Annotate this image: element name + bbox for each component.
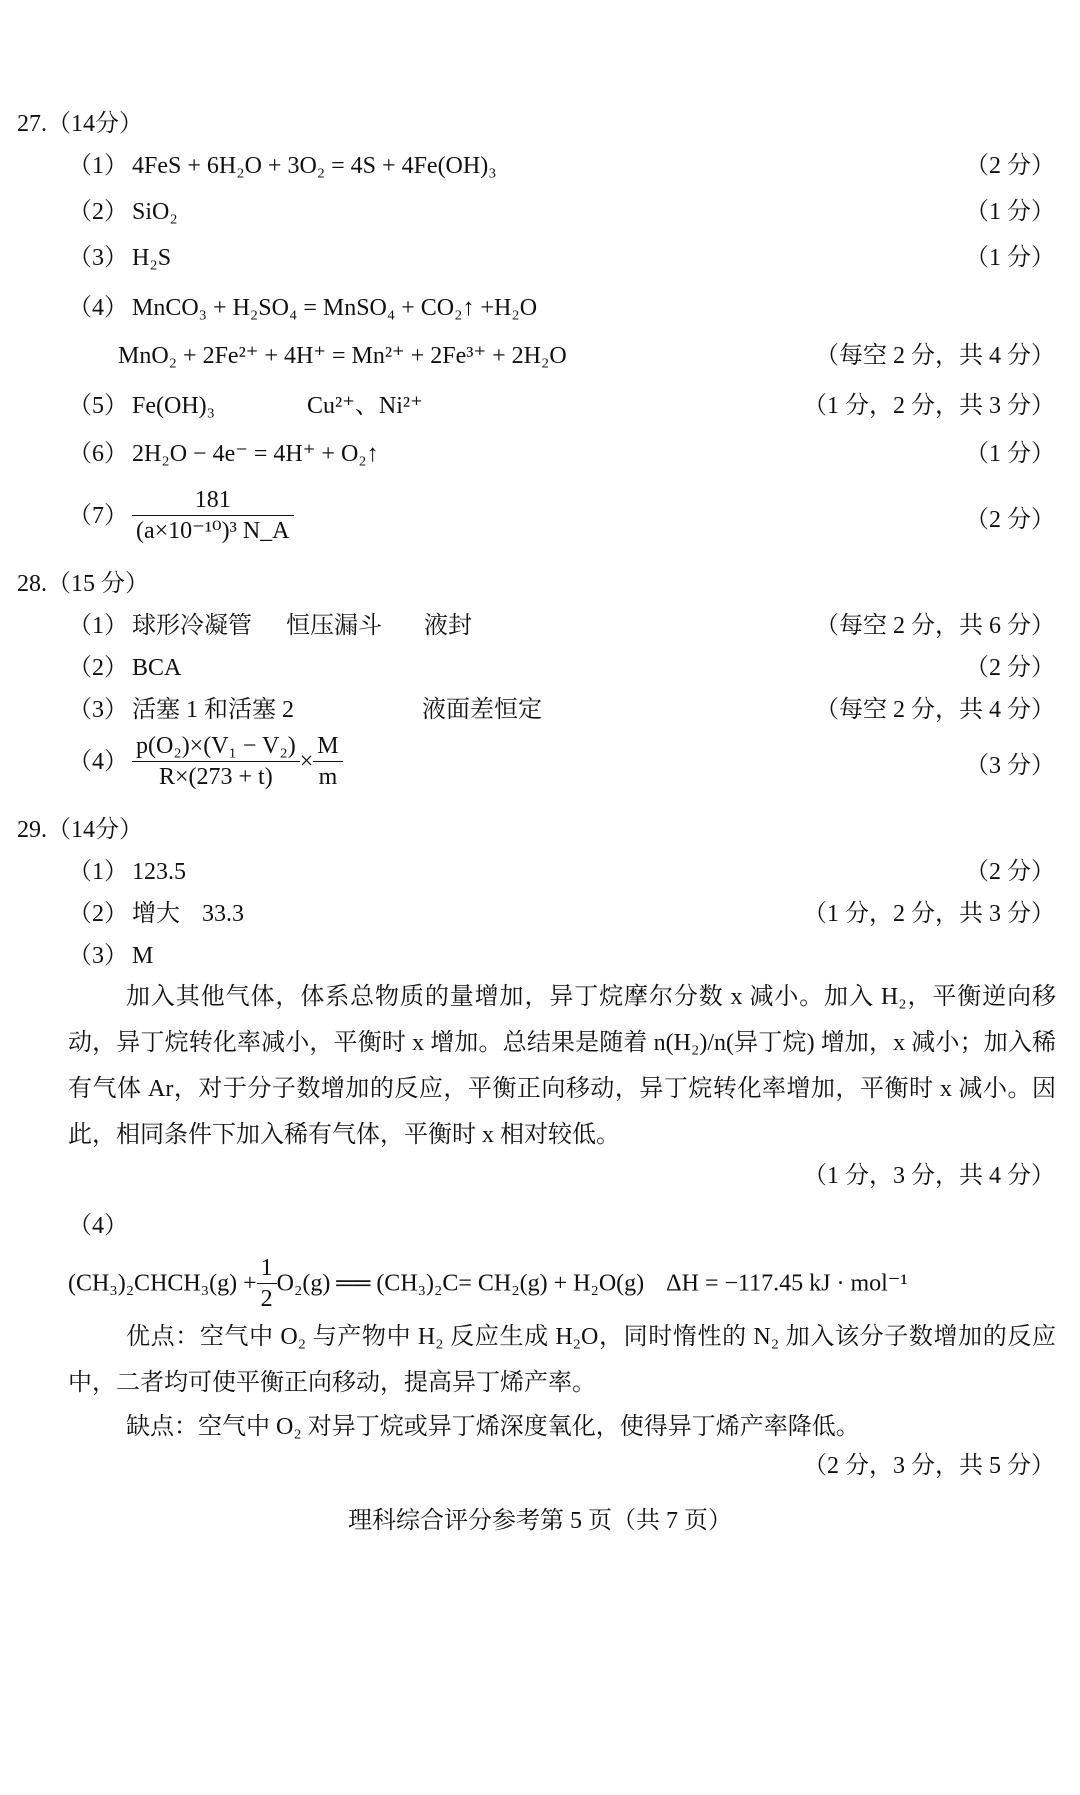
score-label: （每空 2 分，共 4 分） xyxy=(815,697,1055,723)
times-sign: × xyxy=(299,748,314,775)
item-number: （3） xyxy=(68,943,128,969)
score-label: （1 分） xyxy=(965,441,1055,467)
q27-item-1 xyxy=(68,154,497,178)
half-fraction xyxy=(257,1256,277,1311)
fraction-numerator: 181 xyxy=(132,488,294,516)
mass-fraction xyxy=(132,734,300,789)
answer-text: 恒压漏斗 xyxy=(286,613,382,639)
answer-text: MnCO₃ + H₂SO₄ = MnSO₄ + CO₂↑ +H₂O xyxy=(132,295,538,321)
item-number: （4） xyxy=(68,748,128,775)
score-label: （1 分） xyxy=(965,245,1055,271)
q27-item-2 xyxy=(68,200,178,224)
q28-heading: 28.（15 分） xyxy=(17,571,149,597)
score-label: （3 分） xyxy=(965,753,1055,779)
score-label: （1 分，3 分，共 4 分） xyxy=(803,1163,1055,1189)
molar-mass-fraction xyxy=(313,734,342,789)
answer-text: 4FeS + 6H₂O + 3O₂ = 4S + 4Fe(OH)₃ xyxy=(132,153,497,179)
q27-item-7 xyxy=(68,488,294,543)
answer-text: 液面差恒定 xyxy=(422,697,542,723)
q29-item-4 xyxy=(68,1214,132,1238)
answer-text: SiO₂ xyxy=(132,199,178,225)
density-fraction xyxy=(132,488,294,543)
equation-right: O₂(g) ══ (CH₃)₂C= CH₂(g) + H₂O(g) xyxy=(276,1270,645,1297)
q27-item-6 xyxy=(68,442,379,466)
item-number: （2） xyxy=(68,199,128,225)
q29-item-1 xyxy=(68,860,186,884)
q27-item-4-line-2: MnO₂ + 2Fe²⁺ + 4H⁺ = Mn²⁺ + 2Fe³⁺ + 2H₂O xyxy=(118,343,567,369)
answer-text: 33.3 xyxy=(202,901,244,927)
answer-text: 活塞 1 和活塞 2 xyxy=(132,697,294,723)
score-label: （2 分） xyxy=(965,153,1055,179)
enthalpy-change: ΔH = −117.45 kJ · mol⁻¹ xyxy=(666,1270,908,1297)
answer-text: Cu²⁺、Ni²⁺ xyxy=(307,393,423,419)
answer-text: BCA xyxy=(132,655,182,681)
score-label: （2 分） xyxy=(965,859,1055,885)
item-number: （1） xyxy=(68,613,128,639)
q29-item-3-explanation: 加入其他气体，体系总物质的量增加，异丁烷摩尔分数 x 减小。加入 H₂，平衡逆向移动，异丁烷转化率减小，平衡时 x 增加。总结果是随着 n(H₂)/n(异丁烷) 增加，x 减小；加入稀有气体 Ar，对于分子数增加的反应，平衡正向移动，异丁烷转化率增加，平衡时 x 减小。因此，相同条件下加入稀有气体，平衡时 x 相对较低。 xyxy=(68,984,1056,1148)
fraction-numerator: p(O₂)×(V₁ − V₂) xyxy=(132,734,300,762)
score-label: （每空 2 分，共 6 分） xyxy=(815,613,1055,639)
score-label: （1 分，2 分，共 3 分） xyxy=(803,901,1055,927)
fraction-numerator: 1 xyxy=(257,1256,277,1284)
q27-item-5 xyxy=(68,394,423,418)
q29-heading: 29.（14分） xyxy=(17,817,143,843)
answer-text: 123.5 xyxy=(132,859,186,885)
score-label: （2 分） xyxy=(965,507,1055,533)
q27-item-4 xyxy=(68,296,537,320)
q27-item-3 xyxy=(68,246,171,270)
score-label: （2 分，3 分，共 5 分） xyxy=(803,1453,1055,1479)
fraction-denominator: R×(273 + t) xyxy=(158,764,273,790)
q27-heading: 27.（14分） xyxy=(17,111,143,137)
answer-text: 增大 xyxy=(132,901,180,927)
item-number: （5） xyxy=(68,393,128,419)
q28-item-3 xyxy=(68,698,542,722)
q29-advantage-text: 优点：空气中 O₂ 与产物中 H₂ 反应生成 H₂O，同时惰性的 N₂ 加入该分子数增加的反应中，二者均可使平衡正向移动，提高异丁烯产率。 xyxy=(68,1324,1056,1396)
item-number: （3） xyxy=(68,697,128,723)
answer-text: H₂S xyxy=(132,245,172,271)
q29-item-2 xyxy=(68,902,244,926)
item-number: （6） xyxy=(68,441,128,467)
fraction-denominator: m xyxy=(318,764,338,790)
q28-item-2 xyxy=(68,656,181,680)
score-label: （1 分） xyxy=(965,199,1055,225)
item-number: （1） xyxy=(68,153,128,179)
fraction-denominator: (a×10⁻¹⁰)³ N_A xyxy=(136,518,290,544)
q28-item-4 xyxy=(68,734,343,789)
answer-text: 液封 xyxy=(424,613,472,639)
q28-item-1 xyxy=(68,614,472,638)
equation-left: (CH₃)₂CHCH₃(g) + xyxy=(68,1270,257,1297)
fraction-numerator: M xyxy=(313,734,342,762)
item-number: （2） xyxy=(68,655,128,681)
item-number: （7） xyxy=(68,502,128,529)
fraction-denominator: 2 xyxy=(260,1286,273,1312)
q29-item-4-equation xyxy=(68,1256,908,1311)
score-label: （2 分） xyxy=(965,655,1055,681)
page-footer: 理科综合评分参考第 5 页（共 7 页） xyxy=(348,1508,732,1534)
answer-text: 2H₂O − 4e⁻ = 4H⁺ + O₂↑ xyxy=(132,441,379,467)
score-label: （每空 2 分，共 4 分） xyxy=(815,343,1055,369)
item-number: （3） xyxy=(68,245,128,271)
score-label: （1 分，2 分，共 3 分） xyxy=(803,393,1055,419)
item-number: （4） xyxy=(68,295,128,321)
answer-text: Fe(OH)₃ xyxy=(132,393,216,419)
item-number: （1） xyxy=(68,859,128,885)
q29-item-3 xyxy=(68,944,153,968)
q29-disadvantage-text: 缺点：空气中 O₂ 对异丁烷或异丁烯深度氧化，使得异丁烯产率降低。 xyxy=(126,1414,860,1440)
item-number: （4） xyxy=(68,1213,128,1239)
answer-text: M xyxy=(132,943,154,969)
item-number: （2） xyxy=(68,901,128,927)
answer-text: 球形冷凝管 xyxy=(132,613,252,639)
